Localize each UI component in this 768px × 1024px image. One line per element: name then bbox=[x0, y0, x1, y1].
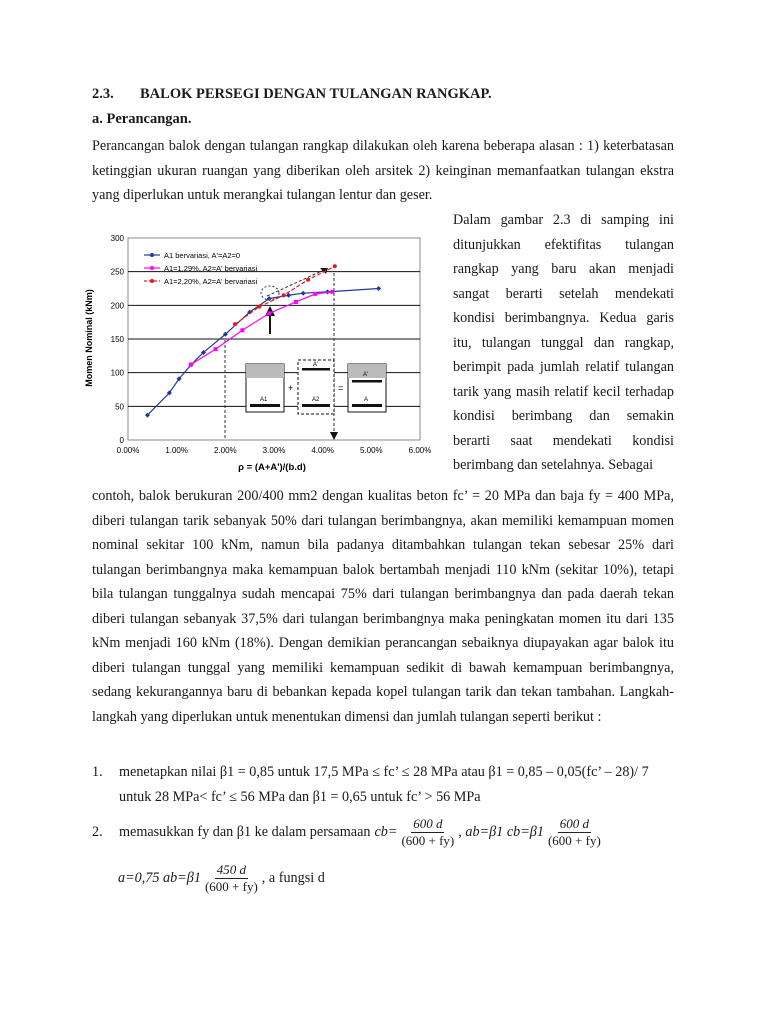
section-total-bar bbox=[352, 404, 382, 407]
legend-label: A1 bervariasi, A'=A2=0 bbox=[164, 251, 241, 260]
label-total-a-prime: A' bbox=[363, 372, 369, 378]
formula-cb-numerator: 600 d bbox=[413, 816, 443, 831]
label-total-a: A bbox=[364, 397, 369, 403]
formula-a-fraction bbox=[203, 862, 260, 895]
data-point bbox=[189, 363, 193, 367]
formula-cb-fraction bbox=[399, 816, 456, 849]
x-tick-label: 4.00% bbox=[311, 446, 335, 455]
y-axis-label: Momen Nominal (kNm) bbox=[84, 289, 94, 387]
section-a2-bar bbox=[302, 404, 330, 407]
label-a2: A2 bbox=[312, 397, 320, 403]
data-point bbox=[294, 300, 298, 304]
list-item bbox=[92, 816, 674, 849]
y-tick-label: 200 bbox=[110, 301, 124, 311]
legend-marker bbox=[150, 279, 154, 283]
data-point bbox=[333, 264, 337, 268]
formula-ab-numerator: 600 d bbox=[559, 816, 589, 831]
subsection-heading: a. Perancangan. bbox=[92, 111, 192, 127]
y-tick-label: 150 bbox=[110, 335, 124, 344]
section-number: 2.3. bbox=[92, 86, 114, 102]
list-item-text: menetapkan nilai β1 = 0,85 untuk 17,5 MPa ≤ fc’ ≤ 28 MPa atau β1 = 0,85 – 0,05(fc’ – 28)/ 7 untuk 28 MPa< fc’ ≤ 56 MPa dan β1 = 0,65 untuk fc’ > 56 MPa bbox=[119, 764, 649, 805]
data-point bbox=[240, 328, 244, 332]
label-a1: A1 bbox=[260, 397, 268, 403]
paragraph-example: contoh, balok berukuran 200/400 mm2 dengan kualitas beton fc’ = 20 MPa dan baja fy = 400 MPa, diberi tulangan tarik sebanyak 50% dari tulangan berimbangnya, akan memiliki kemampuan momen nominal sekitar 100 kNm, namun bila padanya ditambahkan tulangan tekan sebesar 25% dari tulangan berimbangnya maka kemampuan balok bertambah menjadi 110 kNm (sekitar 10%), tetapi bila tulangan tunggalnya sudah mencapai 75% dari tulangan berimbangnya dan pada daerah tekan diberi tulangan sebanyak 37,5% dari tulangan berimbangnya maka peningkatan momen itu dari 135 kNm menjadi 160 kNm (18%). Dengan demikian perancangan sebaiknya diupayakan agar balok itu diberi tulangan tunggal yang memiliki kemampuan sedikit di bawah kemampuan berimbangnya, sedang kekurangannya baru di bebankan kepada kopel tulangan tarik dan tekan tambahan. Langkah-langkah yang diperlukan untuk menentukan dimensi dan jumlah tulangan seperti berikut : bbox=[92, 488, 674, 725]
x-tick-label: 0.00% bbox=[116, 446, 140, 455]
data-point bbox=[330, 290, 334, 294]
formula-a-tail: , a fungsi d bbox=[261, 870, 325, 886]
section-total-top-bar bbox=[352, 380, 382, 383]
equals-sign: = bbox=[338, 383, 344, 393]
data-point bbox=[233, 322, 237, 326]
paragraph-figure-description: Dalam gambar 2.3 di samping ini ditunjukkan efektifitas tulangan rangkap yang baru akan menjadi sangat berarti setelah mendekati kondisi berimbangnya. Kedua garis itu, tulangan tunggal dan rangkap, berimpit pada jumlah relatif tulangan tarik yang masih relatif kecil terhadap kondisi berimbang dan semakin berarti saat mendekati kondisi berimbang dan setelahnya. Sebagai bbox=[453, 212, 674, 473]
x-tick-label: 2.00% bbox=[213, 446, 237, 455]
data-point bbox=[313, 292, 317, 296]
formula-a-denominator: (600 + fy) bbox=[204, 879, 258, 894]
paragraph-intro: Perancangan balok dengan tulangan rangkap dilakukan oleh karena beberapa alasan : 1) keterbatasan ketinggian ukuran ruangan yang diberikan oleh arsitek 2) keinginan memanfaatkan tulangan ekstra yang diperlukan untuk merangkai tulangan lentur dan geser. bbox=[92, 138, 674, 203]
x-tick-label: 1.00% bbox=[165, 446, 189, 455]
legend-label: A1=2,20%, A2=A' bervariasi bbox=[164, 277, 258, 286]
y-tick-label: 100 bbox=[110, 368, 124, 378]
figure-chart bbox=[84, 226, 444, 484]
x-axis-label: ρ = (A+A')/(b.d) bbox=[238, 462, 306, 473]
data-point bbox=[257, 305, 261, 309]
label-a-prime: A' bbox=[313, 362, 319, 368]
formula-ab-denominator: (600 + fy) bbox=[547, 833, 601, 848]
formula-a-numerator: 450 d bbox=[216, 862, 246, 877]
x-tick-label: 5.00% bbox=[359, 446, 383, 455]
list-item bbox=[92, 760, 674, 809]
data-point bbox=[214, 347, 218, 351]
y-tick-label: 250 bbox=[110, 267, 124, 277]
y-tick-label: 300 bbox=[110, 234, 124, 243]
moment-chart bbox=[84, 226, 444, 484]
section-a1-bar bbox=[250, 404, 280, 407]
data-point bbox=[267, 311, 271, 315]
section-a1-hatch bbox=[246, 364, 284, 378]
list-item-number: 1. bbox=[92, 764, 103, 780]
y-tick-label: 50 bbox=[115, 402, 124, 412]
section-diagram bbox=[246, 360, 386, 414]
legend-label: A1=1,29%, A2=A' bervariasi bbox=[164, 264, 258, 273]
formula-ab-fraction bbox=[546, 816, 603, 849]
section-title: BALOK PERSEGI DENGAN TULANGAN RANGKAP. bbox=[140, 86, 492, 102]
data-point bbox=[282, 293, 286, 297]
formula-a-lhs: a=0,75 ab=β1 bbox=[118, 870, 201, 886]
formula-cb-denominator: (600 + fy) bbox=[401, 833, 455, 848]
formula-cb-lhs: cb= bbox=[374, 824, 398, 840]
section-heading bbox=[92, 86, 492, 103]
list-item-number: 2. bbox=[92, 824, 103, 840]
legend-marker bbox=[150, 253, 154, 257]
legend-marker bbox=[150, 266, 154, 270]
data-point bbox=[306, 278, 310, 282]
steps-list bbox=[92, 760, 674, 809]
plus-sign: + bbox=[288, 383, 294, 393]
y-tick-label: 0 bbox=[119, 436, 124, 445]
formula-a bbox=[118, 862, 325, 895]
formula-ab-lhs: , ab=β1 cb=β1 bbox=[458, 824, 544, 840]
list-item-text: memasukkan fy dan β1 ke dalam persamaan bbox=[119, 824, 371, 840]
x-tick-label: 6.00% bbox=[408, 446, 432, 455]
section-a2-top-bar bbox=[302, 368, 330, 371]
x-tick-label: 3.00% bbox=[262, 446, 286, 455]
